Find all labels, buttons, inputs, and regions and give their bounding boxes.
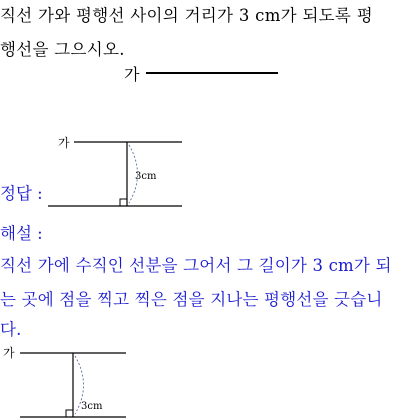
question-straight-line <box>146 72 278 74</box>
question-line-2: 행선을 그으시오. <box>0 40 125 59</box>
answer-label: 정답 : <box>0 184 43 203</box>
explanation-line-2: 는 곳에 점을 찍고 찍은 점을 지나는 평행선을 긋습니 <box>0 290 383 309</box>
explanation-line-3: 다. <box>0 320 22 339</box>
explanation-distance-label: 3cm <box>81 401 103 412</box>
explanation-figure <box>0 343 200 419</box>
explanation-figure-line-label: 가 <box>3 346 15 360</box>
explanation-line-1: 직선 가에 수직인 선분을 그어서 그 길이가 3 cm가 되 <box>0 256 392 275</box>
answer-right-angle-mark <box>120 199 127 206</box>
explanation-right-angle-mark <box>66 410 73 417</box>
explanation-label: 해설 : <box>0 224 43 243</box>
answer-distance-label: 3cm <box>135 171 157 182</box>
question-line-label: 가 <box>124 65 140 84</box>
answer-figure-line-label: 가 <box>58 136 70 150</box>
question-line-1: 직선 가와 평행선 사이의 거리가 3 cm가 되도록 평 <box>0 6 373 25</box>
